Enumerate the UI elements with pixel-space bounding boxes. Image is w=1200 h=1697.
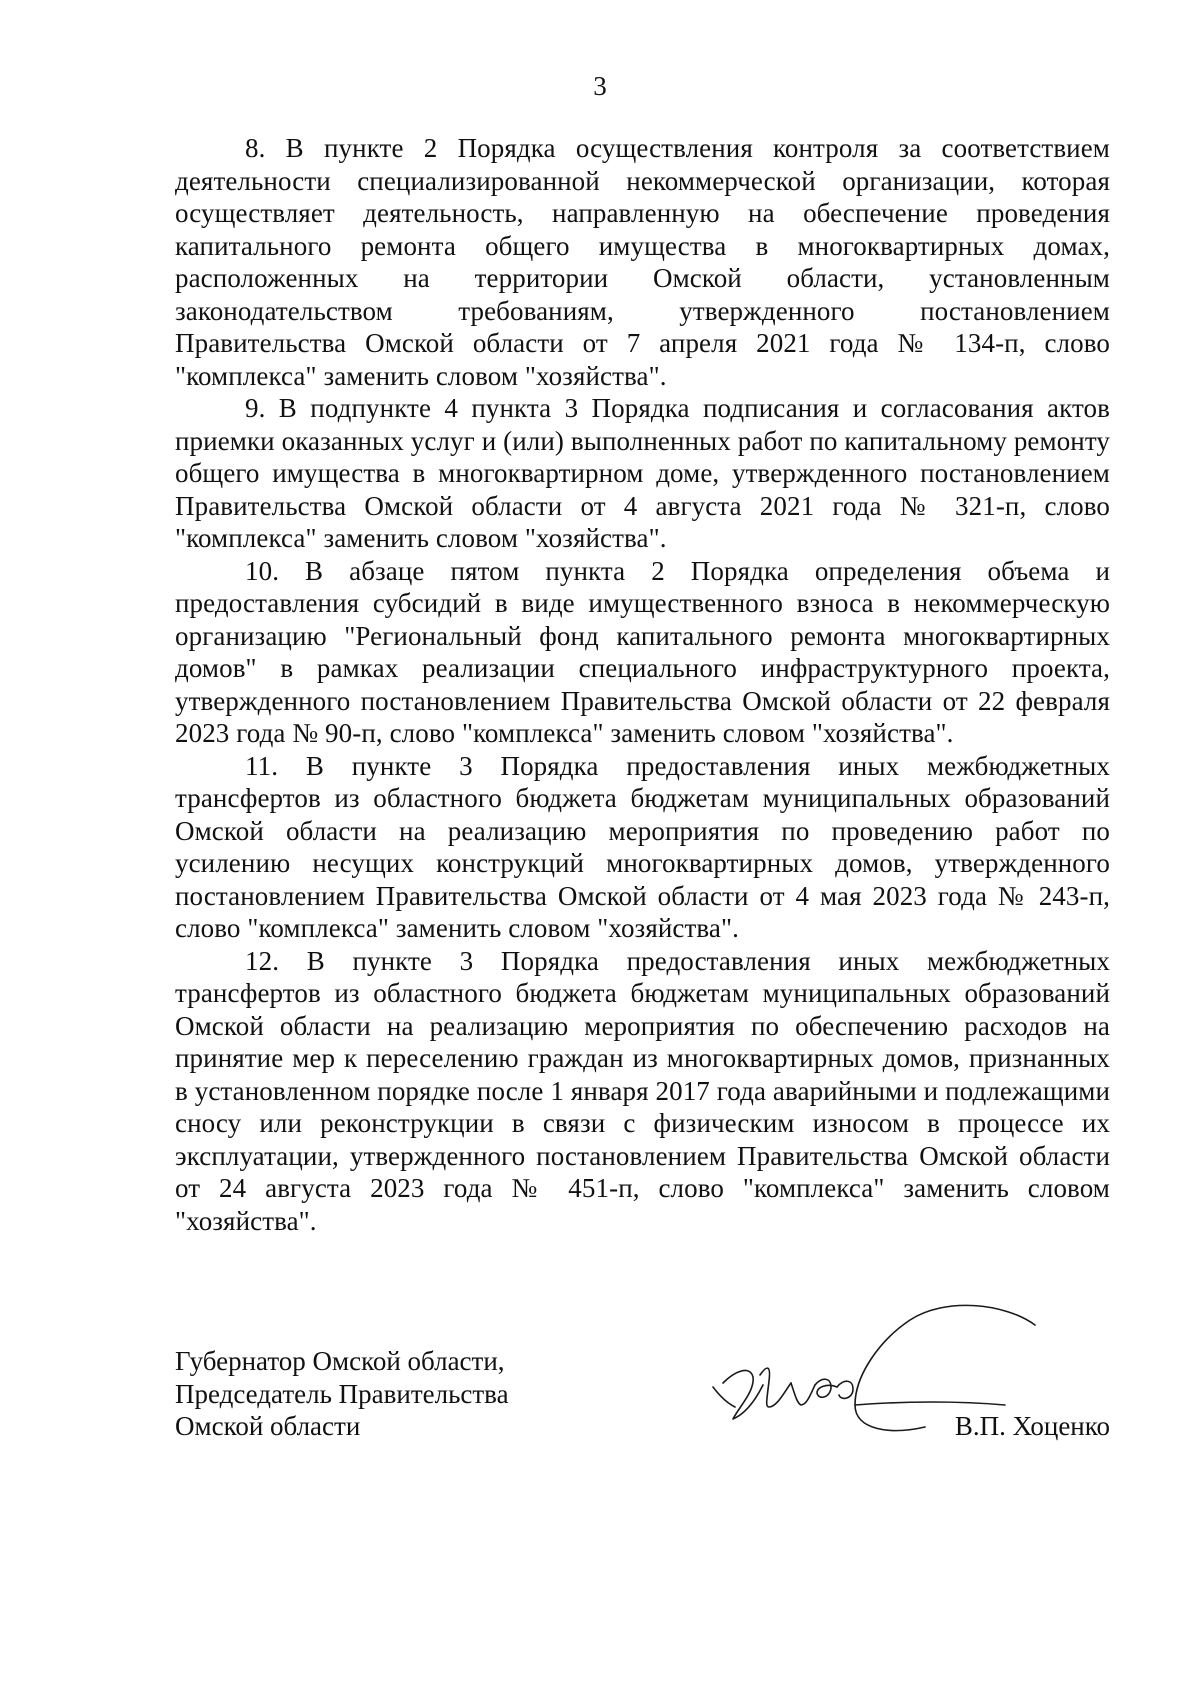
signature-stroke [791, 1383, 815, 1405]
page-number: 3 [593, 71, 607, 101]
paragraph-item-12: 12. В пункте 3 Порядка предоставления иных межбюджетных трансфертов из областного бюджета бюджетам муниципальных образований Омской области на реализацию мероприятия по обеспечению расходов на принятие мер к переселению граждан из многоквартирных домов, признанных в установленном порядке после 1 января 2017 года аварийными и подлежащими сносу или реконструкции в связи с физическим износом в процессе их эксплуатации, утвержденного постановлением Правительства Омской области от 24 августа 2023 года № 451-п, слово "комплекса" заменить словом "хозяйства". [175, 945, 1110, 1236]
signatory-title [175, 1345, 509, 1443]
paragraph-item-11: 11. В пункте 3 Порядка предоставления иных межбюджетных трансфертов из областного бюджета бюджетам муниципальных образований Омской области на реализацию мероприятия по проведению работ по усилению несущих конструкций многоквартирных домов, утвержденного постановлением Правительства Омской области от 4 мая 2023 года № 243-п, слово "комплекса" заменить словом "хозяйства". [175, 750, 1110, 943]
signature-stroke [760, 1368, 791, 1407]
signature-stroke [837, 1381, 853, 1398]
signature-stroke [855, 1402, 1005, 1405]
paragraph-item-9: 9. В подпункте 4 пункта 3 Порядка подписания и согласования актов приемки оказанных услуг и (или) выполненных работ по капитальному ремонту общего имущества в многоквартирном доме, утвержденного постановлением Правительства Омской области от 4 августа 2021 года № 321-п, слово "комплекса" заменить словом "хозяйства". [175, 393, 1110, 553]
signature-stroke [713, 1387, 735, 1407]
paragraph-item-8: 8. В пункте 2 Порядка осуществления контроля за соответствием деятельности специализированной некоммерческой организации, которая осуществляет деятельность, направленную на обеспечение проведения капитального ремонта общего имущества в многоквартирных домах, расположенных на территории Омской области, установленным законодательством требованиям, утвержденного постановлением Правительства Омской области от 7 апреля 2021 года № 134-п, слово "комплекса" заменить словом "хозяйства". [175, 133, 1110, 391]
signatory-name: В.П. Хоценко [954, 1411, 1110, 1441]
signature-stroke [723, 1370, 763, 1419]
signature-block [175, 1345, 1110, 1455]
paragraph-item-10: 10. В абзаце пятом пункта 2 Порядка определения объема и предоставления субсидий в виде имущественного взноса в некоммерческую организацию "Региональный фонд капитального ремонта многоквартирных домов" в рамках реализации специального инфраструктурного проекта, утвержденного постановлением Правительства Омской области от 22 февраля 2023 года № 90-п, слово "комплекса" заменить словом "хозяйства". [175, 555, 1110, 748]
signature-stroke [815, 1379, 837, 1397]
signatory-title-line: Омской области [175, 1411, 361, 1441]
document-body [175, 132, 1110, 1237]
signatory-title-line: Председатель Правительства [175, 1378, 509, 1409]
signatory-title-line: Губернатор Омской области, [175, 1346, 505, 1376]
